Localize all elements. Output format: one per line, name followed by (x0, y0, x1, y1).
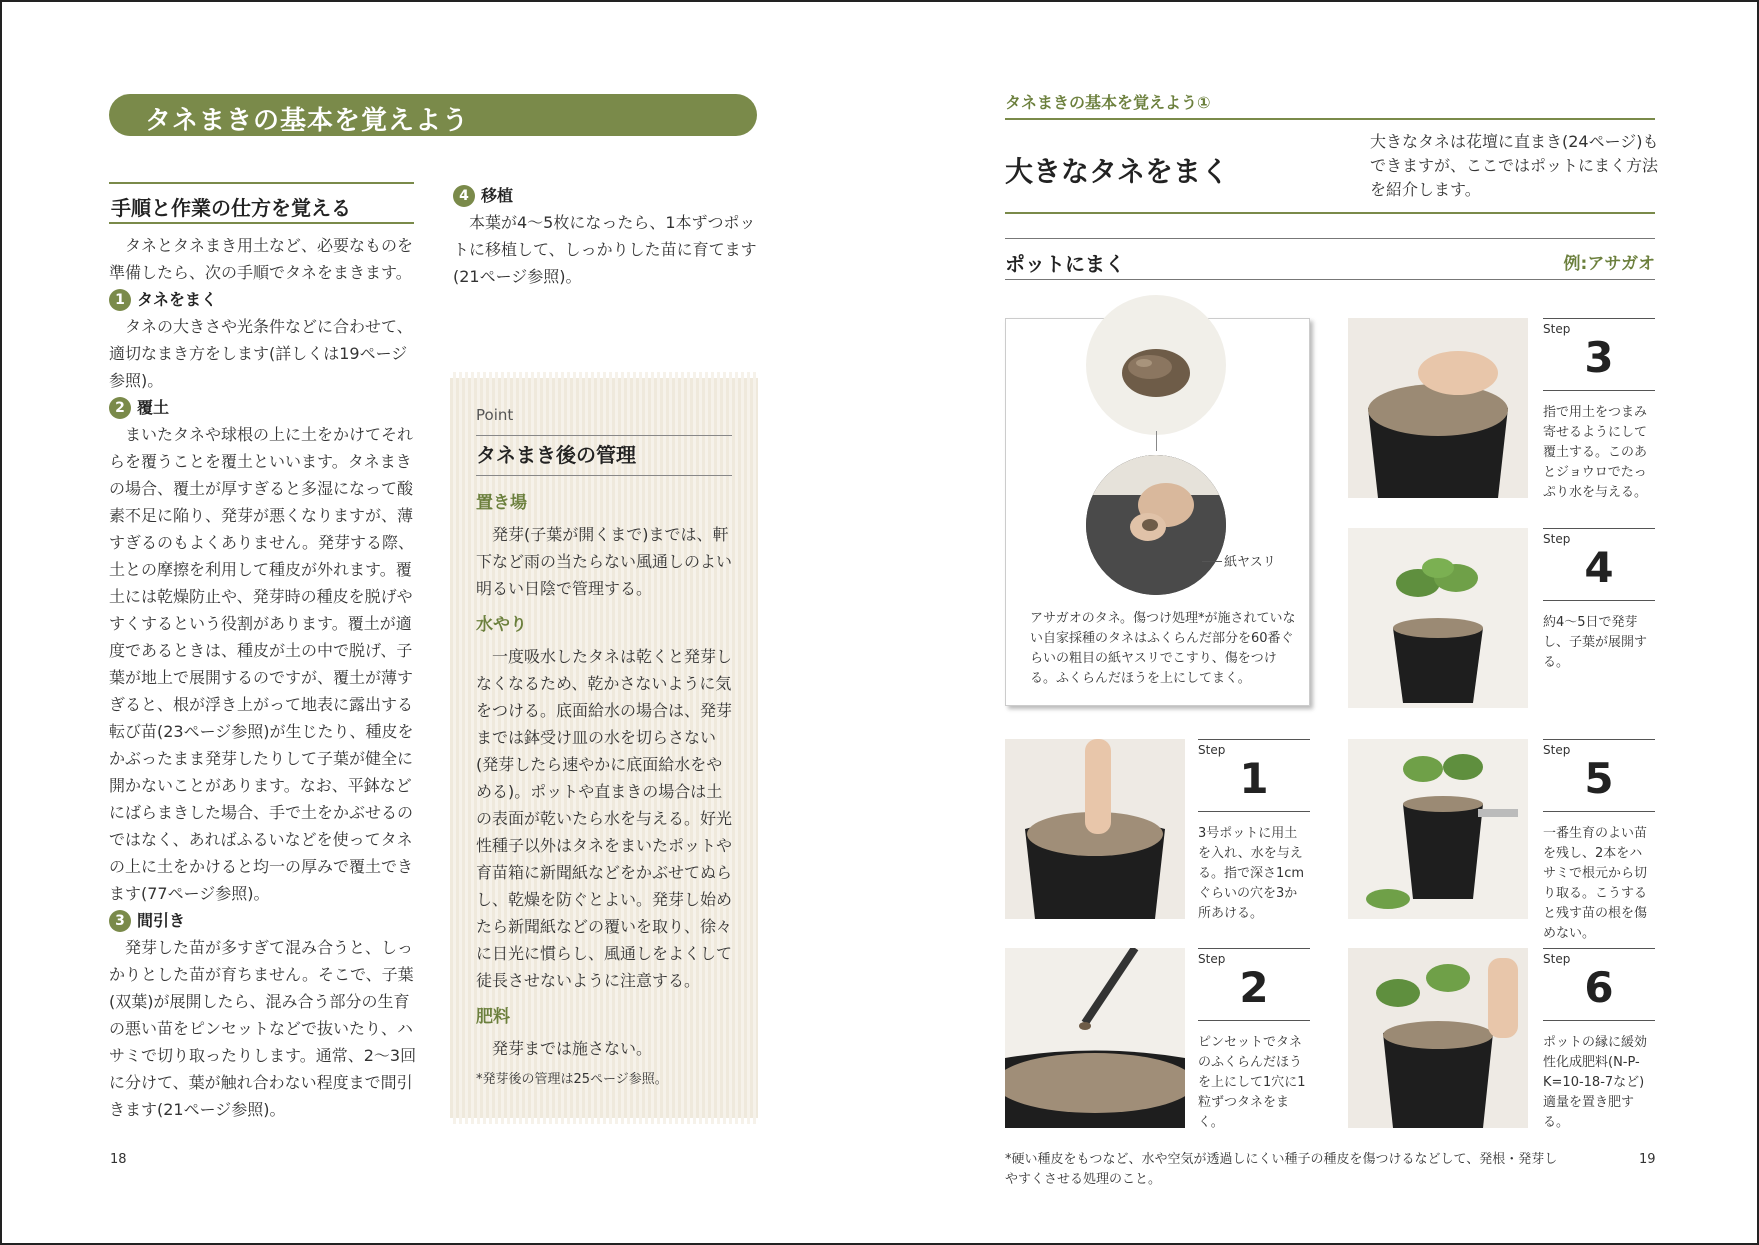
chapter-title: タネまきの基本を覚えよう (145, 106, 470, 136)
step-4 (1543, 528, 1655, 673)
step-label: Step (1198, 952, 1226, 966)
section-title-text: 手順と作業の仕方を覚える (111, 196, 351, 220)
step-6-photo (1348, 948, 1528, 1128)
step-label: Step (1198, 743, 1226, 757)
label-leader (1202, 561, 1222, 562)
divider (1005, 212, 1655, 214)
step-number-badge: 1 (109, 289, 131, 311)
step-2-photo (1005, 948, 1185, 1128)
right-title: 大きなタネをまく (1005, 155, 1230, 188)
step-5 (1543, 739, 1655, 944)
right-intro: 大きなタネは花壇に直まき(24ページ)もできますが、ここではポットにまく方法を紹介します。 (1370, 132, 1659, 199)
step-text: 一番生育のよい苗を残し、2本をハサミで根元から切り取る。こうすると残す苗の根を傷めない。 (1543, 811, 1655, 944)
step-label: Step (1543, 952, 1571, 966)
section-title (109, 182, 414, 224)
step-number: 6 (1584, 963, 1614, 1012)
step-label: Step (1543, 532, 1571, 546)
point-subhead: 水やり (476, 615, 527, 635)
step-number-badge: 4 (453, 185, 475, 207)
sandpaper-label: 紙ヤスリ (1224, 555, 1276, 570)
step-title: 移植 (481, 186, 514, 205)
step-text: 指で用土をつまみ寄せるようにして覆土する。このあとジョウロでたっぷり水を与える。 (1543, 390, 1655, 503)
step-1-photo (1005, 739, 1185, 919)
step-label: Step (1543, 743, 1571, 757)
zigzag-edge (450, 1118, 758, 1124)
pot-heading: ポットにまく (1005, 252, 1125, 276)
step-3-photo (1348, 318, 1528, 498)
step-1 (1198, 739, 1310, 924)
point-text: 発芽(子葉が開くまで)までは、軒下など雨の当たらない風通しのよい明るい日陰で管理する。 (476, 525, 733, 598)
step-text: 3号ポットに用土を入れ、水を与える。指で深さ1cmぐらいの穴を3か所あける。 (1198, 811, 1310, 924)
left-column-2 (453, 182, 759, 290)
step-text: 発芽した苗が多すぎて混み合うと、しっかりとした苗が育ちません。そこで、子葉(双葉)が展開したら、混み合う部分の生育の悪い苗をピンセットなどで抜いたり、ハサミで切り取ったりします。通常、2〜3回に分けて、葉が触れ合わない程度まで間引きます(21ページ参照)。 (109, 938, 417, 1119)
step-number: 5 (1584, 754, 1614, 803)
example-label: 例:アサガオ (1563, 254, 1655, 274)
point-note: *発芽後の管理は25ページ参照。 (476, 1072, 668, 1087)
step-heading-3 (109, 907, 417, 934)
step-text: タネの大きさや光条件などに合わせて、適切なまき方をします(詳しくは19ページ参照)。 (109, 317, 413, 390)
step-number-badge: 2 (109, 397, 131, 419)
point-content (476, 402, 732, 1093)
point-box (450, 372, 758, 1124)
step-text: 本葉が4〜5枚になったら、1本ずつポットに移植して、しっかりした苗に育てます(21ページ参照)。 (453, 213, 757, 286)
step-number: 1 (1239, 754, 1269, 803)
step-title: 覆土 (137, 398, 170, 417)
zigzag-edge (450, 372, 758, 378)
point-title: タネまき後の管理 (476, 436, 732, 476)
step-text: ピンセットでタネのふくらんだほうを上にして1穴に1粒ずつタネをまく。 (1198, 1020, 1310, 1133)
step-title: 間引き (137, 911, 186, 930)
step-label: Step (1543, 322, 1571, 336)
kicker-text: タネまきの基本を覚えよう① (1005, 93, 1211, 112)
step-number: 3 (1584, 333, 1614, 382)
right-kicker (1005, 90, 1655, 120)
point-text: 一度吸水したタネは乾くと発芽しなくなるため、乾かさないように気をつける。底面給水の場合は、発芽までは鉢受け皿の水を切らさない(発芽したら速やかに底面給水をやめる)。ポットや直まきの場合は土の表面が乾いたら水を与える。好光性種子以外はタネをまいたポットや育苗箱に新聞紙などをかぶせてぬらし、乾燥を防ぐとよい。発芽し始めたら新聞紙などの覆いを取り、徐々に日光に慣らし、風通しをよくして徒長させないように注意する。 (476, 647, 733, 990)
page-number-left: 18 (110, 1152, 127, 1167)
step-heading-1 (109, 286, 417, 313)
point-subhead: 置き場 (476, 493, 527, 513)
seed-photo (1086, 295, 1226, 435)
left-column-1 (109, 232, 417, 1123)
sanding-photo (1086, 455, 1226, 595)
step-text: まいたタネや球根の上に土をかけてそれらを覆うことを覆土といいます。タネまきの場合、覆土が厚すぎると多湿になって酸素不足に陥り、発芽が悪くなりますが、薄すぎるのもよくありません。発芽する際、土との摩擦を利用して種皮が外れます。覆土には乾燥防止や、発芽時の種皮を脱げやすくするという役割があります。覆土が適度であるときは、種皮が土の中で脱げ、子葉が地上で展開するのですが、覆土が薄すぎると、根が浮き上がって地表に露出する転び苗(23ページ参照)が生じたり、種皮をかぶったまま発芽したりして子葉が健全に開かないことがあります。なお、平鉢などにばらまきした場合、手で土をかぶせるのではなく、あればふるいなどを使ってタネの上に土をかけると均一の厚みで覆土できます(77ページ参照)。 (109, 425, 414, 903)
step-number: 4 (1584, 543, 1614, 592)
point-text: 発芽までは施さない。 (492, 1039, 653, 1058)
seed-card (1005, 318, 1310, 706)
intro-paragraph: タネとタネまき用土など、必要なものを準備したら、次の手順でタネをまきます。 (109, 236, 414, 282)
step-3 (1543, 318, 1655, 503)
footnote: *硬い種皮をもつなど、水や空気が透過しにくい種子の種皮を傷つけるなどして、発根・発芽しやすくさせる処理のこと。 (1005, 1152, 1558, 1187)
point-label: Point (476, 402, 732, 436)
step-title: タネをまく (137, 290, 218, 309)
step-heading-4 (453, 182, 759, 209)
seed-caption: アサガオのタネ。傷つけ処理*が施されていない自家採種のタネはふくらんだ部分を60番ぐらいの粗目の紙ヤスリでこすり、傷をつける。ふくらんだほうを上にしてまく。 (1030, 611, 1296, 686)
point-subhead: 肥料 (476, 1007, 510, 1027)
step-number-badge: 3 (109, 910, 131, 932)
step-heading-2 (109, 394, 417, 421)
step-6 (1543, 948, 1655, 1133)
step-4-photo (1348, 528, 1528, 708)
step-text: ポットの縁に緩効性化成肥料(N-P-K=10-18-7など)適量を置き肥する。 (1543, 1020, 1655, 1133)
page-number-right: 19 (1639, 1152, 1656, 1167)
step-2 (1198, 948, 1310, 1133)
step-number: 2 (1239, 963, 1269, 1012)
step-text: 約4〜5日で発芽し、子葉が展開する。 (1543, 600, 1655, 673)
arrow-line (1156, 431, 1157, 451)
chapter-banner (109, 94, 757, 136)
step-5-photo (1348, 739, 1528, 919)
pot-heading-bar (1005, 238, 1655, 280)
